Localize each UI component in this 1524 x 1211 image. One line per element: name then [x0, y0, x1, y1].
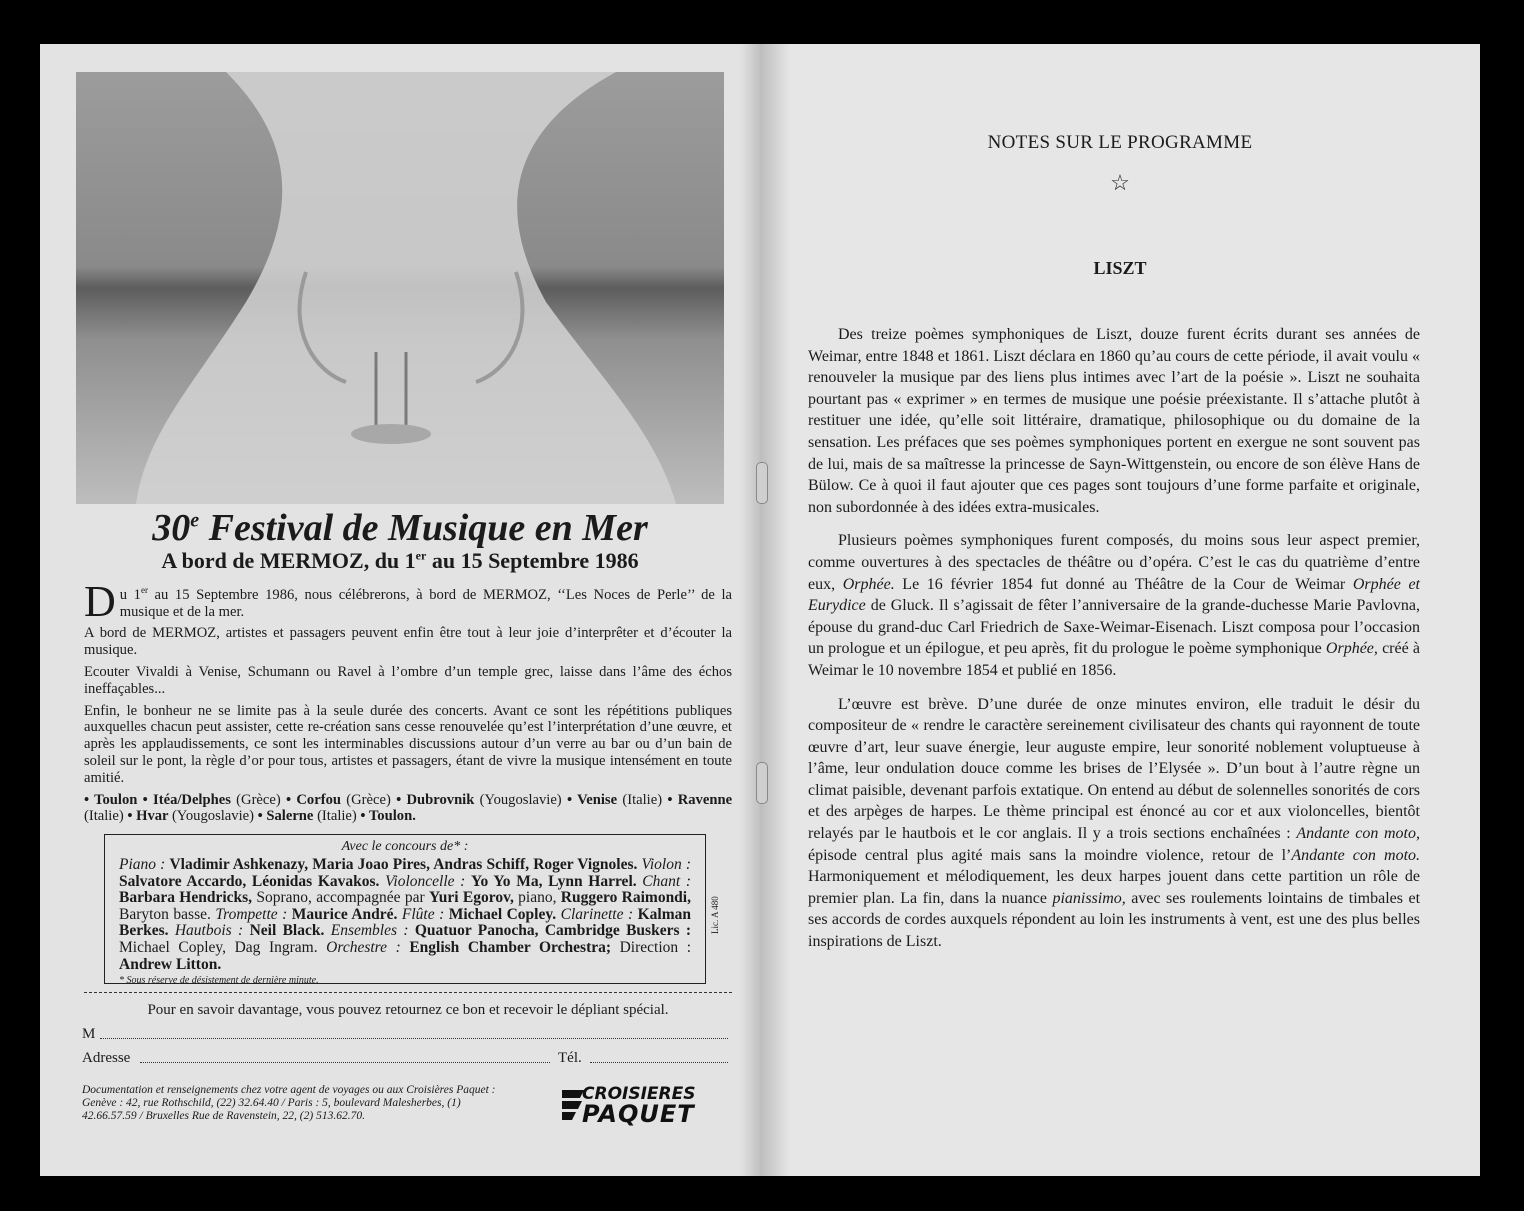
itinerary-stop: • Toulon — [84, 791, 138, 808]
address-field[interactable] — [140, 1062, 550, 1063]
itinerary-stop: • Dubrovnik — [396, 791, 475, 808]
itinerary — [84, 792, 732, 826]
coupon-intro: Pour en savoir davantage, vous pouvez retournez ce bon et recevoir le dépliant spécial. — [147, 1002, 669, 1018]
composer-heading: LISZT — [1093, 258, 1147, 278]
paragraph: Ecouter Vivaldi à Venise, Schumann ou Ravel à l’ombre d’un temple grec, laisse dans l’âme des échos ineffaçables... — [84, 664, 732, 697]
itinerary-stop: • Itéa/Delphes — [142, 791, 231, 808]
festival-subtitle: A bord de MERMOZ, du 1er au 15 Septembre 1986 — [161, 548, 639, 573]
itinerary-country: (Italie) — [622, 791, 663, 808]
right-page — [760, 44, 1480, 1176]
name-field[interactable] — [100, 1038, 728, 1039]
performers-heading: Avec le concours de* : — [341, 839, 469, 854]
phone-field[interactable] — [590, 1062, 728, 1063]
drop-cap: D — [84, 577, 116, 626]
itinerary-country: (Grèce) — [236, 791, 281, 808]
footnote: * Sous réserve de désistement de dernière minute. — [119, 975, 319, 987]
itinerary-stop: • Salerne — [257, 808, 314, 825]
coupon-cut-line — [84, 992, 732, 993]
croisieres-paquet-logo: CROISIERES PAQUET — [558, 1084, 734, 1128]
program-notes-heading: NOTES SUR LE PROGRAMME — [987, 132, 1253, 153]
cello-illustration — [76, 72, 724, 504]
paragraph: Plusieurs poèmes symphoniques furent composés, du moins sous leur aspect premier, comme ouvertures à des spectacles de théâtre ou d’opéra. C’est le cas du quatrième d’entre eux, Orphée. Le 16 février 1854 fut donné au Théâtre de la Cour de Weimar Orphée et Eurydice de Gluck. Il s’agissait de fêter l’anniversaire de la grande-duchesse Marie Pavlovna, épouse du grand-duc Carl Friedrich de Saxe-Weimar-Eisenach. Liszt composa pour l’occasion un prologue et un épilogue, et peu après, fit du prologue le poème symphonique Orphée, créé à Weimar le 10 novembre 1854 et publié en 1856. — [808, 532, 1420, 679]
festival-title: 30e Festival de Musique en Mer — [152, 507, 648, 549]
performers-list: Piano : Vladimir Ashkenazy, Maria Joao Pires, Andras Schiff, Roger Vignoles. Violon : Salvatore Accardo, Léonidas Kavakos. Violoncelle : Yo Yo Ma, Lynn Harrel. Chant : Barbara Hendricks, Soprano, accompagnée par Yuri Egorov, piano, Ruggero Raimondi, Baryton basse. Trompette : Maurice André. Flûte : Michael Copley. Clarinette : Kalman Berkes. Hautbois : Neil Black. Ensembles : Quatuor Panocha, Cambridge Buskers : Michael Copley, Dag Ingram. Orchestre : English Chamber Orchestra; Direction : Andrew Litton. — [119, 856, 692, 973]
itinerary-stop: • Hvar — [127, 808, 169, 825]
performers-box — [104, 834, 706, 987]
itinerary-country: (Grèce) — [346, 791, 391, 808]
itinerary-stop: • Ravenne — [667, 791, 733, 808]
cello-sea-photo — [76, 72, 724, 504]
itinerary-stop: • Venise — [566, 791, 618, 808]
itinerary-country: (Yougoslavie) — [479, 791, 562, 808]
binding-ring — [756, 762, 768, 804]
program-notes-text — [808, 324, 1420, 965]
contact-info: Documentation et renseignements chez votre agent de voyages ou aux Croisières Paquet : Genève : 42, rue Rothschild, (22) 32.64.40 / Paris : 5, boulevard Malesherbes, (1) 42.66.57.59 / Bruxelles Rue de Ravenstein, 22, (2) 513.62.70. — [82, 1084, 496, 1122]
paragraph: L’œuvre est brève. D’une durée de onze minutes environ, elle traduit le désir du compositeur de « rendre le caractère sereinement civilisateur des chants qui rayonnent de toute œuvre d’art, leur suave énergie, leur auguste empire, leur sonorité noblement voluptueuse à l’âme, leur ondulation douce comme les brises de l’Elysée ». D’un bout à l’autre règne un climat paisible, devenant parfois extatique. On entend au début de solennelles sonorités de cors et des arpèges de harpes. Le thème principal est énoncé au cor et aux violoncelles, bientôt relayés par le hautbois et le cor anglais. Il y a trois sections enchaînées : Andante con moto, épisode central plus agité mais sans la moindre violence, retour de l’Andante con moto. Harmoniquement et mélodiquement, les deux harpes jouent dans cette partition un rôle de premier plan. La fin, dans la nuance pianissimo, avec ses roulements lointains de timbales et ses accords de cordes auxquels répondent au loin les instruments à vent, est une des plus belles inspirations de Liszt. — [808, 695, 1421, 951]
paragraph: Des treize poèmes symphoniques de Liszt, douze furent écrits durant ses années de Weimar, entre 1848 et 1861. Liszt déclara en 1860 qu’au cours de cette période, il avait voulu « renouveler la musique par des liens plus intimes avec l’art de la poésie ». Liszt ne souhaita pourtant pas « exprimer » en termes de musique une poésie préexistante. Il s’attache plutôt à restituer une idée, qu’elle soit littéraire, dramatique, philosophique ou du domaine de la sensation. Les préfaces que ses poèmes symphoniques portent en exergue ne sont souvent pas de lui, mais de sa maîtresse la princesse de Sayn-Wittgenstein, ou encore de son élève Hans de Bülow. Ce à quoi il faut ajouter que ces pages sont toujours d’une forme parfaite et originale, non subordonnée à des idées extra-musicales. — [808, 326, 1420, 516]
itinerary-country: (Yougoslavie) — [171, 808, 254, 825]
binding-ring — [756, 462, 768, 504]
field-label-m: M — [82, 1026, 96, 1042]
itinerary-stop: • Toulon. — [360, 808, 416, 825]
field-label-adresse: Adresse — [82, 1050, 131, 1066]
intro-paragraph: Du 1er au 15 Septembre 1986, nous célébrerons, à bord de MERMOZ, ‘‘Les Noces de Perle’’ de la musique et de la mer. — [84, 577, 732, 626]
itinerary-country: (Italie) — [84, 808, 124, 825]
star-icon: ☆ — [1110, 170, 1130, 195]
festival-description — [84, 577, 733, 830]
itinerary-stop: • Corfou — [286, 791, 341, 808]
itinerary-country: (Italie) — [317, 808, 357, 825]
paragraph: A bord de MERMOZ, artistes et passagers peuvent enfin être tout à leur joie d’interprêter et d’écouter la musique. — [84, 625, 732, 659]
left-page — [40, 44, 760, 1176]
paragraph: Enfin, le bonheur ne se limite pas à la seule durée des concerts. Avant ce sont les répétitions publiques auxquelles chacun peut assister, cette re-création sans cesse renouvelée qu’est l’interprétation d’une œuvre, et après les applaudissements, ce sont les interminables discussions autour d’un verre au bar ou d’un bain de soleil sur le pont, la règle d’or pour tous, artistes et passagers, étant de vivre la musique intensément en toute amitié. — [84, 702, 732, 786]
license-number: Lic. A 480 — [710, 896, 720, 934]
field-label-tel: Tél. — [558, 1050, 582, 1066]
